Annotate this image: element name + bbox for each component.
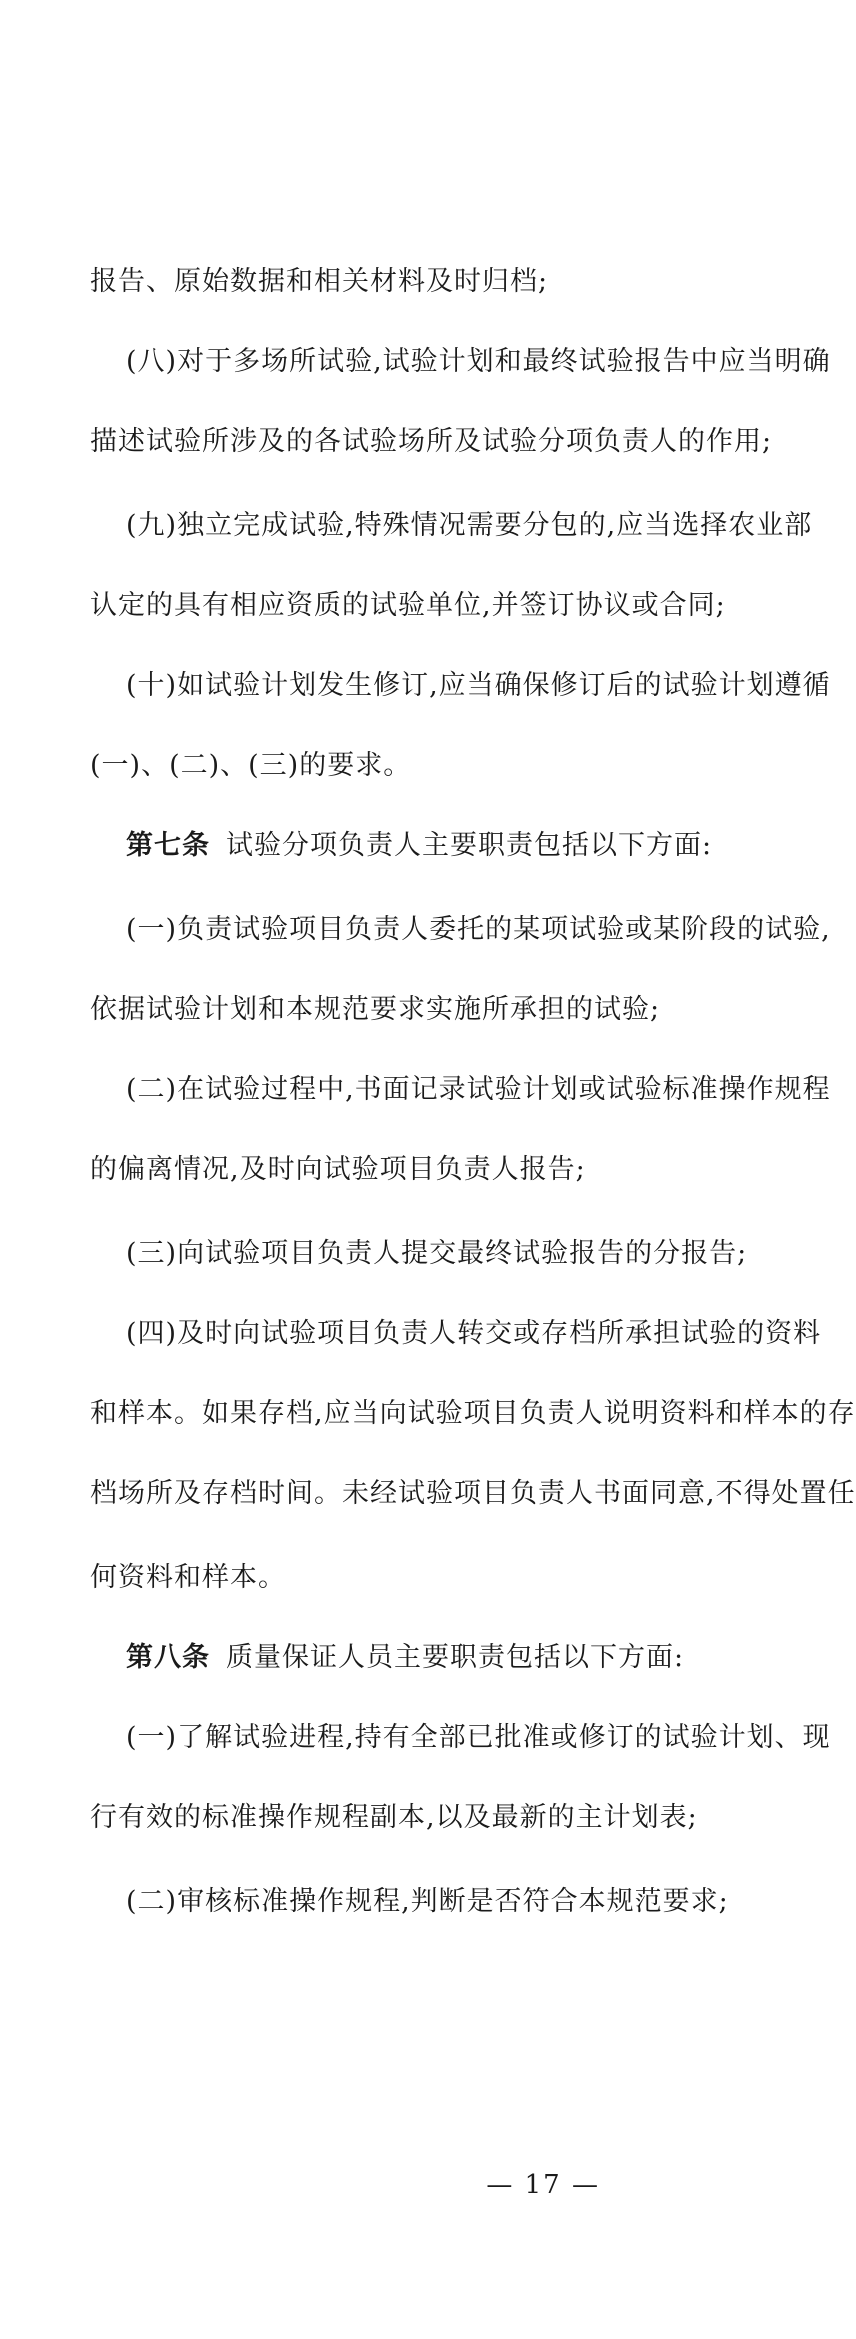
text-line: (二)在试验过程中,书面记录试验计划或试验标准操作规程 (126, 1074, 831, 1105)
text-line: (四)及时向试验项目负责人转交或存档所承担试验的资料 (126, 1318, 822, 1349)
text-line: (一)负责试验项目负责人委托的某项试验或某阶段的试验, (126, 914, 831, 945)
text-line: 报告、原始数据和相关材料及时归档; (90, 266, 549, 297)
article-number: 第七条 (126, 830, 210, 861)
article-text: 试验分项负责人主要职责包括以下方面: (226, 830, 713, 861)
article-7-heading (126, 826, 713, 866)
text-line: (九)独立完成试验,特殊情况需要分包的,应当选择农业部 (126, 510, 813, 541)
text-line: 和样本。如果存档,应当向试验项目负责人说明资料和样本的存 (90, 1398, 856, 1429)
article-number: 第八条 (126, 1642, 210, 1673)
article-text: 质量保证人员主要职责包括以下方面: (226, 1642, 685, 1673)
text-line: 何资料和样本。 (90, 1562, 286, 1593)
text-line: 依据试验计划和本规范要求实施所承担的试验; (90, 994, 661, 1025)
text-line: 描述试验所涉及的各试验场所及试验分项负责人的作用; (90, 426, 773, 457)
article-8-heading (126, 1638, 685, 1678)
text-line: (一)、(二)、(三)的要求。 (90, 750, 412, 781)
text-line: (十)如试验计划发生修订,应当确保修订后的试验计划遵循 (126, 670, 831, 701)
text-line: (一)了解试验进程,持有全部已批准或修订的试验计划、现 (126, 1722, 831, 1753)
text-line: 行有效的标准操作规程副本,以及最新的主计划表; (90, 1802, 698, 1833)
text-line: 档场所及存档时间。未经试验项目负责人书面同意,不得处置任 (90, 1478, 856, 1509)
text-line: (三)向试验项目负责人提交最终试验报告的分报告; (126, 1238, 748, 1269)
text-line: (八)对于多场所试验,试验计划和最终试验报告中应当明确 (126, 346, 831, 377)
text-line: 的偏离情况,及时向试验项目负责人报告; (90, 1154, 586, 1185)
page-number: — 17 — (486, 2170, 600, 2200)
text-line: (二)审核标准操作规程,判断是否符合本规范要求; (126, 1886, 729, 1917)
text-line: 认定的具有相应资质的试验单位,并签订协议或合同; (90, 590, 726, 621)
